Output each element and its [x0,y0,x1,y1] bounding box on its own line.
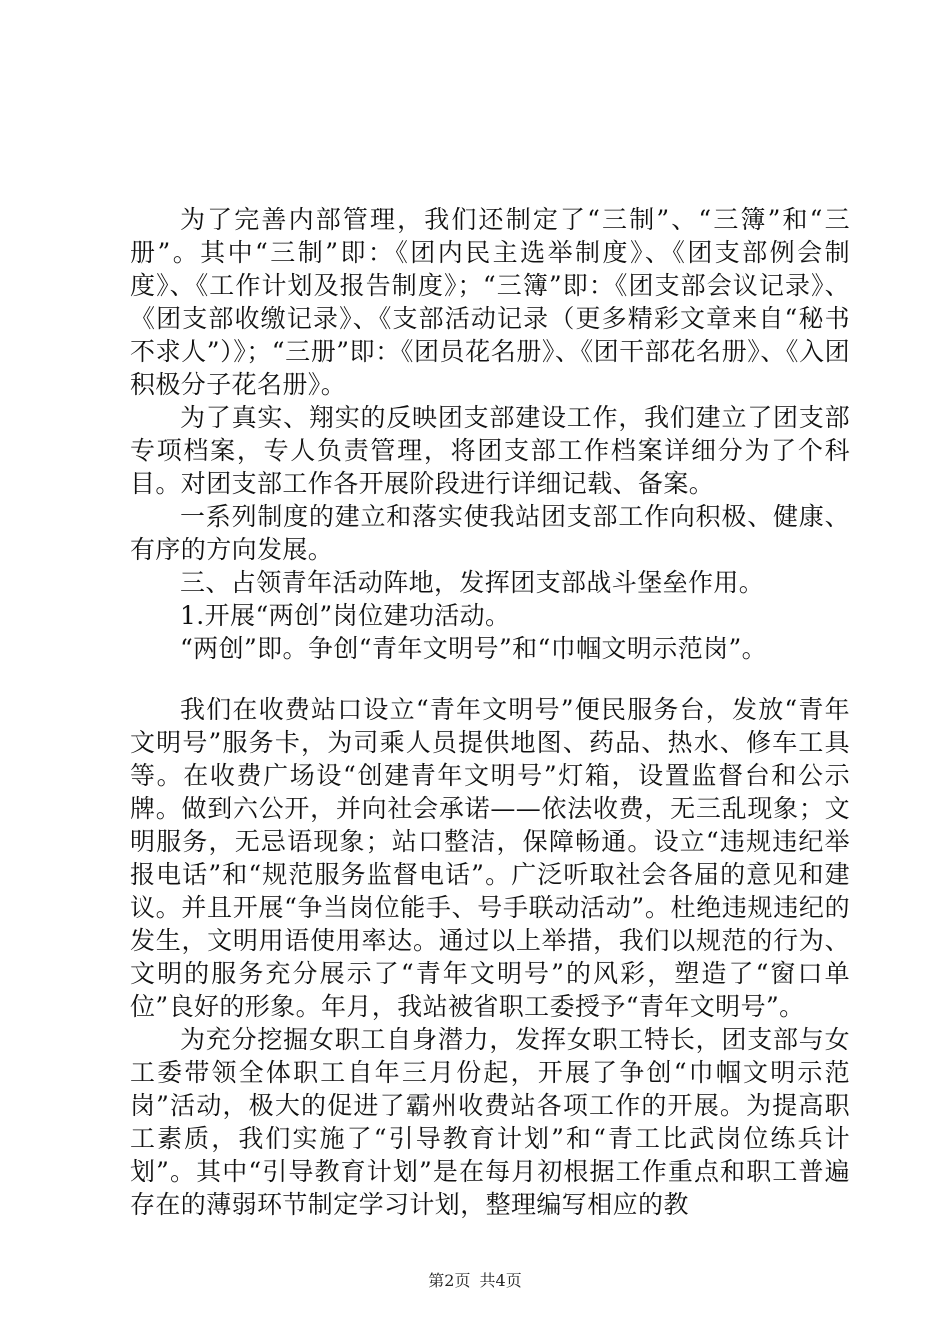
page-number: 第2页 [428,1271,471,1290]
paragraph-youth-civilization: 我们在收费站口设立“青年文明号”便民服务台，发放“青年文明号”服务卡，为司乘人员提供地图、药品、热水、修车工具等。在收费广场设“创建青年文明号”灯箱，设置监督台和公示牌。做到六公开，并向社会承诺——依法收费，无三乱现象；文明服务，无忌语现象；站口整洁，保障畅通。设立“违规违纪举报电话”和“规范服务监督电话”。广泛听取社会各届的意见和建议。并且开展“争当岗位能手、号手联动活动”。杜绝违规违纪的发生，文明用语使用率达。通过以上举措，我们以规范的行为、文明的服务充分展示了“青年文明号”的风彩，塑造了“窗口单位”良好的形象。年月，我站被省职工委授予“青年文明号”。 [130,695,850,1021]
paragraph-archives: 为了真实、翔实的反映团支部建设工作，我们建立了团支部专项档案，专人负责管理，将团支部工作档案详细分为了个科目。对团支部工作各开展阶段进行详细记载、备案。 [130,403,850,498]
paragraph-system-development: 一系列制度的建立和落实使我站团支部工作向积极、健康、有序的方向发展。 [130,502,850,564]
document-body [130,203,850,1221]
page-total: 共4页 [479,1271,522,1290]
paragraph-management-rules: 为了完善内部管理，我们还制定了“三制”、“三簿”和“三册”。其中“三制”即：《团内民主选举制度》、《团支部例会制度》、《工作计划及报告制度》；“三簿”即：《团支部会议记录》、《团支部收缴记录》、《支部活动记录（更多精彩文章来自“秘书不求人”）》；“三册”即：《团员花名册》、《团干部花名册》、《入团积极分子花名册》。 [130,205,850,399]
paragraph-gap [130,665,850,693]
page-footer [0,1271,950,1291]
paragraph-two-creations: “两创”即。争创“青年文明号”和“巾帼文明示范岗”。 [180,634,768,663]
paragraph-women-workers: 为充分挖掘女职工自身潜力，发挥女职工特长，团支部与女工委带领全体职工自年三月份起，开展了争创“巾帼文明示范岗”活动，极大的促进了霸州收费站各项工作的开展。为提高职工素质，我们实施了“引导教育计划”和“青工比武岗位练兵计划”。其中“引导教育计划”是在每月初根据工作重点和职工普遍存在的薄弱环节制定学习计划，整理编写相应的教 [130,1025,850,1219]
subsection-heading-one: 1.开展“两创”岗位建功活动。 [180,601,511,630]
section-heading-three: 三、占领青年活动阵地，发挥团支部战斗堡垒作用。 [180,568,765,597]
